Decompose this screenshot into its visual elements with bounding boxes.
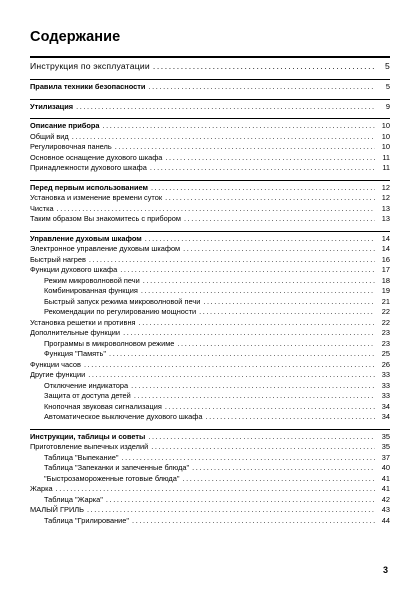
dot-leader <box>123 328 375 339</box>
toc-entry-page: 34 <box>381 412 390 421</box>
toc-entry-page: 12 <box>381 182 390 192</box>
toc-entry-title: Общий вид <box>30 131 69 141</box>
dot-leader <box>148 432 375 443</box>
toc-entry[interactable] <box>30 442 390 453</box>
toc-entry-page: 14 <box>381 244 390 253</box>
toc-heading-entry[interactable] <box>30 121 390 132</box>
toc-heading-entry[interactable] <box>30 432 390 443</box>
toc-entry-page: 10 <box>381 142 390 151</box>
toc-section <box>30 99 390 113</box>
toc-subentry[interactable] <box>30 402 390 413</box>
dot-leader <box>115 142 375 153</box>
toc-entry-page: 22 <box>381 307 390 316</box>
toc-subentry[interactable] <box>30 391 390 402</box>
toc-entry[interactable] <box>30 505 390 516</box>
dot-leader <box>145 234 375 245</box>
dot-leader <box>165 153 375 164</box>
toc-entry-page: 42 <box>381 494 390 504</box>
toc-entry-title: Таблица "Запеканки и запеченные блюда" <box>44 463 190 472</box>
toc-entry-title: Инструкции, таблицы и советы <box>30 431 146 441</box>
toc-entry-page: 10 <box>381 131 390 141</box>
dot-leader <box>199 307 375 318</box>
toc-entry-page: 22 <box>381 317 390 327</box>
dot-leader <box>72 132 375 143</box>
toc-entry-page: 40 <box>381 463 390 472</box>
toc-entry-page: 41 <box>381 473 390 483</box>
toc-heading-entry[interactable] <box>30 183 390 194</box>
dot-leader <box>56 484 375 495</box>
toc-subentry[interactable] <box>30 276 390 287</box>
toc-entry-title: Таким образом Вы знакомитесь с прибором <box>30 214 181 223</box>
toc-entry-title: Дополнительные функции <box>30 328 121 337</box>
toc-entry[interactable] <box>30 370 390 381</box>
toc-heading-entry[interactable] <box>30 82 390 93</box>
dot-leader <box>177 339 375 350</box>
toc-entry[interactable] <box>30 244 390 255</box>
toc-entry-page: 21 <box>381 296 390 306</box>
dot-leader <box>153 60 375 73</box>
dot-leader <box>89 255 375 266</box>
toc-subentry[interactable] <box>30 381 390 392</box>
toc-entry[interactable] <box>30 204 390 215</box>
dot-leader <box>184 214 375 225</box>
toc-section <box>30 56 390 73</box>
dot-leader <box>120 265 375 276</box>
toc-entry-page: 23 <box>381 328 390 337</box>
dot-leader <box>139 318 375 329</box>
toc-entry-title: Установка и изменение времени суток <box>30 193 163 202</box>
dot-leader <box>84 360 375 371</box>
toc-entry-title: Комбинированная функция <box>44 286 138 295</box>
toc-entry-page: 33 <box>381 391 390 400</box>
toc-entry-title: Рекомендации по регулированию мощности <box>44 307 197 316</box>
toc-entry[interactable] <box>30 328 390 339</box>
dot-leader <box>121 453 375 464</box>
toc-entry-page: 35 <box>381 442 390 451</box>
toc-subentry[interactable] <box>30 297 390 308</box>
toc-entry-page: 34 <box>381 401 390 411</box>
dot-leader <box>88 370 375 381</box>
toc-entry-page: 11 <box>382 163 390 172</box>
toc-entry-page: 44 <box>381 515 390 525</box>
dot-leader <box>182 474 375 485</box>
toc-entry[interactable] <box>30 153 390 164</box>
dot-leader <box>131 381 375 392</box>
dot-leader <box>143 276 375 287</box>
toc-entry-title: Перед первым использованием <box>30 182 148 192</box>
toc-subentry[interactable] <box>30 453 390 464</box>
toc-entry-page: 13 <box>381 214 390 223</box>
dot-leader <box>203 297 375 308</box>
toc-entry-page: 19 <box>381 286 390 295</box>
toc-entry-title: Описание прибора <box>30 121 100 130</box>
toc-entry-page: 18 <box>381 275 390 285</box>
dot-leader <box>165 193 375 204</box>
toc-entry-page: 37 <box>381 452 390 462</box>
toc-entry-title: "Быстрозамороженные готовые блюда" <box>44 473 180 483</box>
toc-entry-title: Отключение индикатора <box>44 380 129 390</box>
toc-entry-page: 35 <box>381 431 390 441</box>
toc-entry-page: 5 <box>385 82 390 91</box>
toc-entry-page: 43 <box>381 505 390 514</box>
toc-entry-page: 13 <box>381 203 390 213</box>
toc-entry-page: 26 <box>381 359 390 369</box>
dot-leader <box>109 349 375 360</box>
toc-subentry[interactable] <box>30 307 390 318</box>
toc-entry-title: Установка решетки и противня <box>30 317 136 327</box>
toc-entry-title: Электронное управление духовым шкафом <box>30 244 181 253</box>
dot-leader <box>192 463 375 474</box>
toc-entry-title: Программы в микроволновом режиме <box>44 338 175 348</box>
toc-entry-page: 25 <box>381 349 390 358</box>
toc-subentry[interactable] <box>30 474 390 485</box>
toc-heading-entry[interactable] <box>30 234 390 245</box>
toc-entry[interactable] <box>30 360 390 371</box>
toc-entry-title: Принадлежности духового шкафа <box>30 163 147 172</box>
toc-entry[interactable] <box>30 255 390 266</box>
toc-entry-page: 14 <box>381 233 390 243</box>
dot-leader <box>57 204 375 215</box>
toc-entry-title: Жарка <box>30 484 53 493</box>
dot-leader <box>151 183 375 194</box>
toc-entry-title: Управление духовым шкафом <box>30 233 142 243</box>
dot-leader <box>87 505 375 516</box>
toc-subentry[interactable] <box>30 516 390 527</box>
dot-leader <box>106 495 375 506</box>
dot-leader <box>132 516 375 527</box>
toc-section <box>30 429 390 527</box>
toc-entry-title: Утилизация <box>30 101 74 111</box>
toc-section <box>30 118 390 174</box>
toc-entry-title: Функции духового шкафа <box>30 265 118 274</box>
toc-entry[interactable] <box>30 214 390 225</box>
toc-entry-title: Чистка <box>30 203 54 213</box>
dot-leader <box>150 163 375 174</box>
toc-entry-title: МАЛЫЙ ГРИЛЬ <box>30 505 84 514</box>
toc-entry-title: Приготовление выпечных изделий <box>30 442 149 451</box>
toc-section <box>30 180 390 225</box>
dot-leader <box>205 412 375 423</box>
toc-entry-title: Инструкция по эксплуатации <box>30 61 150 71</box>
toc-entry-title: Кнопочная звуковая сигнализация <box>44 401 162 411</box>
toc-entry-title: Функции часов <box>30 359 81 369</box>
toc-entry[interactable] <box>30 265 390 276</box>
toc-entry-title: Быстрый нагрев <box>30 254 86 264</box>
toc-entry-title: Регулировочная панель <box>30 142 112 151</box>
toc-entry-page: 33 <box>381 380 390 390</box>
toc-subentry[interactable] <box>30 339 390 350</box>
toc-entry-page: 10 <box>381 121 390 130</box>
toc-entry[interactable] <box>30 193 390 204</box>
toc-subentry[interactable] <box>30 349 390 360</box>
toc-entry-title: Правила техники безопасности <box>30 82 146 91</box>
dot-leader <box>148 82 375 93</box>
toc-subentry[interactable] <box>30 412 390 423</box>
toc-entry[interactable] <box>30 484 390 495</box>
toc-subentry[interactable] <box>30 286 390 297</box>
toc-entry[interactable] <box>30 318 390 329</box>
dot-leader <box>76 102 375 113</box>
toc-entry-page: 12 <box>381 193 390 202</box>
toc-entry[interactable] <box>30 132 390 143</box>
dot-leader <box>151 442 375 453</box>
toc-entry-title: Другие функции <box>30 370 86 379</box>
dot-leader <box>102 121 375 132</box>
page-title: Содержание <box>30 29 121 45</box>
toc-entry-title: Таблица "Жарка" <box>44 494 103 504</box>
toc-entry-title: Основное оснащение духового шкафа <box>30 152 163 162</box>
toc-entry-page: 16 <box>381 254 390 264</box>
toc-entry-page: 11 <box>382 152 390 162</box>
dot-leader <box>183 244 375 255</box>
dot-leader <box>134 391 375 402</box>
toc-entry-page: 5 <box>385 61 390 71</box>
toc-section <box>30 79 390 93</box>
dot-leader <box>141 286 375 297</box>
toc-heading-entry[interactable] <box>30 102 390 113</box>
page-number: 3 <box>382 565 388 575</box>
toc-entry-page: 41 <box>381 484 390 493</box>
toc-entry[interactable] <box>30 142 390 153</box>
toc-entry[interactable] <box>30 163 390 174</box>
table-of-contents <box>30 56 390 532</box>
toc-entry-page: 17 <box>381 265 390 274</box>
toc-section <box>30 231 390 423</box>
toc-entry-title: Автоматическое выключение духового шкафа <box>44 412 203 421</box>
toc-subentry[interactable] <box>30 463 390 474</box>
toc-entry-title: Быстрый запуск режима микроволновой печи <box>44 296 201 306</box>
toc-entry-page: 23 <box>381 338 390 348</box>
toc-entry-title: Таблица "Выпекание" <box>44 452 119 462</box>
toc-entry-title: Защита от доступа детей <box>44 391 131 400</box>
dot-leader <box>165 402 375 413</box>
toc-entry-title: Функция "Память" <box>44 349 107 358</box>
toc-entry-title: Режим микроволновой печи <box>44 275 140 285</box>
toc-entry-page: 33 <box>381 370 390 379</box>
toc-subentry[interactable] <box>30 495 390 506</box>
toc-heading-entry[interactable] <box>30 60 390 73</box>
toc-entry-title: Таблица "Грилирование" <box>44 515 130 525</box>
toc-entry-page: 9 <box>385 101 390 111</box>
